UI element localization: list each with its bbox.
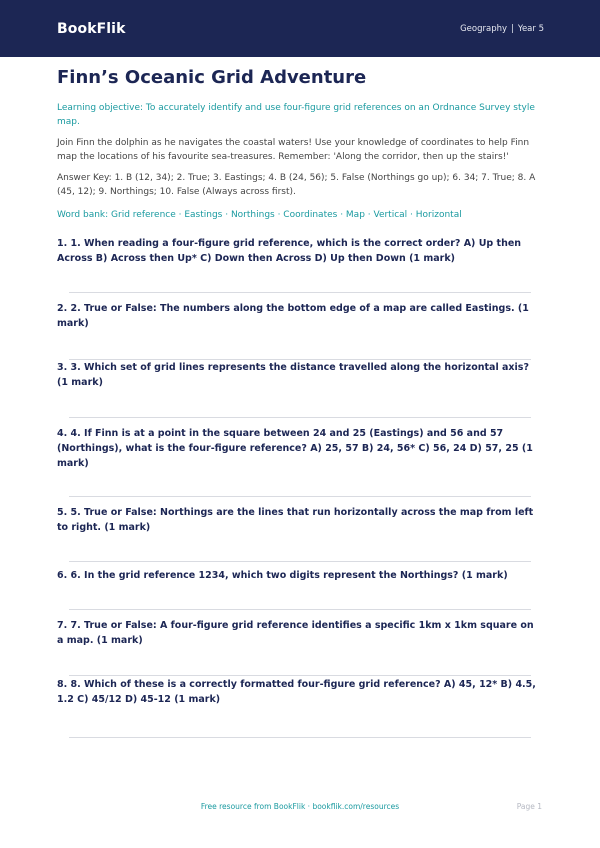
separator: |: [511, 23, 514, 34]
subject-year: [460, 24, 544, 34]
page-header: [0, 0, 600, 57]
learning-objective: Learning objective: To accurately identify and use four-figure grid references on an Ordnance Survey style map.: [57, 103, 535, 127]
footer-credit: Free resource from BookFlik · bookflik.com/resources: [200, 802, 400, 811]
answer-line-4: [69, 496, 531, 497]
page-number: Page 1: [516, 802, 542, 811]
word-bank: Word bank: Grid reference · Eastings · Northings · Coordinates · Map · Vertical · Horizontal: [57, 210, 462, 220]
question-1: 1. 1. When reading a four-figure grid reference, which is the correct order? A) Up then Across B) Across then Up* C) Down then Across D) Up then Down (1 mark): [57, 238, 522, 264]
question-list: [57, 236, 543, 707]
answer-key: Answer Key: 1. B (12, 34); 2. True; 3. Eastings; 4. B (24, 56); 5. False (Northings go up); 6. 34; 7. True; 8. A (45, 12); 9. Northings; 10. False (Always across first).: [57, 173, 536, 197]
answer-line-1: [69, 292, 531, 293]
question-8: 8. 8. Which of these is a correctly formatted four-figure grid reference? A) 45, 12* B) 4.5, 1.2 C) 45/12 D) 45-12 (1 mark): [57, 679, 536, 705]
question-6: 6. 6. In the grid reference 1234, which two digits represent the Northings? (1 mark): [57, 570, 508, 581]
intro-text: Join Finn the dolphin as he navigates the coastal waters! Use your knowledge of coordinates to help Finn map the locations of his favourite sea-treasures. Remember: 'Along the corridor, then up the stairs!': [57, 138, 530, 162]
question-2: 2. 2. True or False: The numbers along the bottom edge of a map are called Eastings. (1 mark): [57, 303, 529, 329]
question-5: 5. 5. True or False: Northings are the lines that run horizontally across the map from left to right. (1 mark): [57, 507, 534, 533]
worksheet-content: [57, 64, 543, 707]
question-7: 7. 7. True or False: A four-figure grid reference identifies a specific 1km x 1km square on a map. (1 mark): [57, 620, 534, 646]
brand-logo: BookFlik: [57, 20, 126, 37]
answer-line-5: [69, 561, 531, 562]
answer-line-8: [69, 737, 531, 738]
answer-line-6: [69, 609, 531, 610]
question-3: 3. 3. Which set of grid lines represents the distance travelled along the horizontal axis? (1 mark): [57, 362, 529, 388]
answer-line-3: [69, 417, 531, 418]
year-label: Year 5: [517, 23, 544, 34]
subject-label: Geography: [460, 23, 508, 34]
page-title: Finn’s Oceanic Grid Adventure: [57, 67, 367, 88]
question-4: 4. 4. If Finn is at a point in the square between 24 and 25 (Eastings) and 56 and 57 (Northings), what is the four-figure reference? A) 25, 57 B) 24, 56* C) 56, 24 D) 57, 25 (1 mark): [57, 428, 533, 469]
answer-line-7: [69, 675, 531, 676]
